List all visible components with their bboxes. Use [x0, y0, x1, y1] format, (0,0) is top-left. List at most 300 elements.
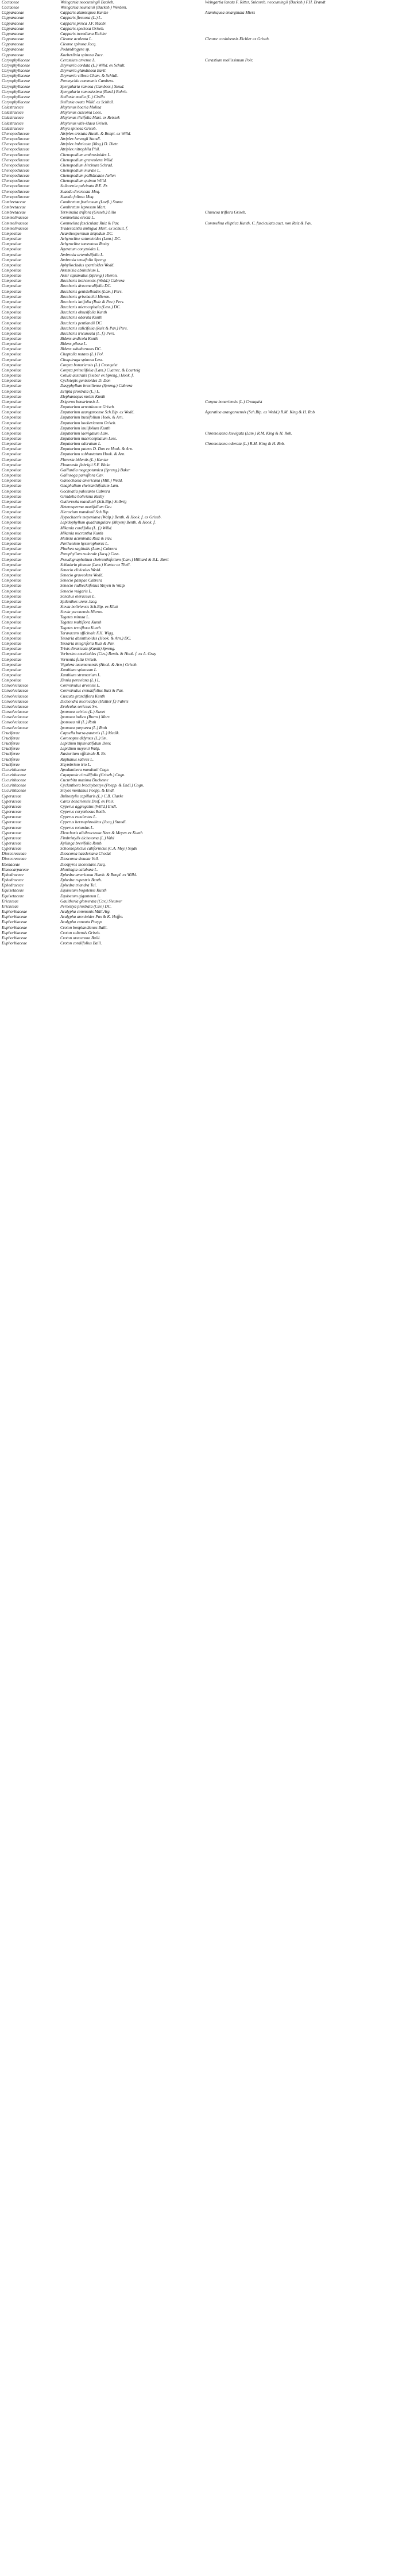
table-row	[0, 631, 414, 636]
synonym-cell	[203, 589, 414, 594]
table-row	[0, 909, 414, 915]
synonym-cell	[203, 778, 414, 783]
synonym-cell	[203, 73, 414, 79]
species-cell: Elephantopus mollis Kunth	[60, 394, 106, 399]
species-cell: Acalypha aronioides Pax & K. Hoffm.	[60, 915, 123, 920]
family-cell: Compositae	[2, 362, 22, 367]
family-cell: Cyperaceae	[2, 793, 22, 799]
table-row	[0, 610, 414, 615]
synonym-cell	[203, 694, 414, 699]
table-row	[0, 846, 414, 851]
synonym-cell	[203, 568, 414, 573]
synonym-cell	[203, 326, 414, 331]
family-cell: Ephedraceae	[2, 878, 24, 883]
family-cell: Compositae	[2, 257, 22, 262]
family-cell: Compositae	[2, 536, 22, 541]
family-cell: Compositae	[2, 499, 22, 504]
family-cell: Capparaceae	[2, 31, 24, 36]
species-cell: Maytenus boaria Molina	[60, 105, 102, 110]
synonym-cell	[203, 147, 414, 152]
table-row	[0, 557, 414, 563]
family-cell: Compositae	[2, 505, 22, 509]
synonym-cell	[203, 468, 414, 473]
family-cell: Compositae	[2, 620, 22, 625]
synonym-cell	[203, 752, 414, 757]
family-cell: Compositae	[2, 525, 22, 530]
table-row	[0, 541, 414, 547]
synonym-cell: Chromolaena laevigata (Lam.) R.M. King & H. Rob.	[205, 431, 292, 436]
family-cell: Compositae	[2, 289, 22, 294]
table-row	[0, 163, 414, 168]
species-cell: Eclipta prostrata (L.) L.	[60, 389, 100, 394]
synonym-cell	[203, 358, 414, 363]
family-cell: Euphorbiaceae	[2, 930, 27, 935]
species-cell: Croton bonplandianus Baill.	[60, 925, 108, 930]
synonym-cell	[203, 578, 414, 583]
table-row	[0, 563, 414, 568]
synonym-cell	[203, 657, 414, 663]
family-cell: Compositae	[2, 494, 22, 499]
table-row	[0, 215, 414, 220]
species-cell: Ageratum conyzoides L.	[60, 247, 100, 252]
synonym-cell	[203, 726, 414, 731]
table-row	[0, 473, 414, 478]
synonym-cell	[203, 200, 414, 205]
synonym-cell	[203, 5, 414, 10]
synonym-cell	[203, 510, 414, 515]
family-cell: Compositae	[2, 510, 22, 515]
synonym-cell	[203, 668, 414, 673]
table-row	[0, 836, 414, 841]
synonym-cell	[203, 173, 414, 179]
synonym-cell	[203, 683, 414, 688]
table-row	[0, 652, 414, 657]
table-row	[0, 0, 414, 5]
synonym-cell	[203, 804, 414, 809]
family-cell: Compositae	[2, 583, 22, 588]
species-cell: Tagetes minuta L.	[60, 615, 90, 620]
family-cell: Combretaceae	[2, 210, 26, 215]
synonym-cell	[203, 373, 414, 378]
species-cell: Cleome spinosa Jacq.	[60, 42, 96, 47]
table-row	[0, 384, 414, 389]
species-cell: Convolvulus crenatifolius Ruiz & Pav.	[60, 688, 123, 694]
family-cell: Ephedraceae	[2, 883, 24, 888]
species-cell: Lepidium bipinnatifidum Desv.	[60, 741, 111, 746]
family-cell: Euphorbiaceae	[2, 909, 27, 915]
species-cell: Xanthium strumarium L.	[60, 673, 101, 677]
synonym-cell	[203, 867, 414, 873]
synonym-cell	[203, 851, 414, 857]
table-row	[0, 405, 414, 410]
synonym-cell	[203, 857, 414, 862]
species-cell: Combretum fruticosum (Loefl.) Stuntz	[60, 199, 123, 204]
species-cell: Maytenus vitis-idaea Griseb.	[60, 121, 109, 126]
family-cell: Compositae	[2, 342, 22, 347]
family-cell: Celastraceae	[2, 105, 24, 110]
synonym-cell	[203, 315, 414, 320]
species-cell: Gochnatia palosanto Cabrera	[60, 489, 110, 494]
family-cell: Compositae	[2, 673, 22, 677]
species-cell: Chenopodium murale L.	[60, 168, 101, 173]
family-cell: Cucurbitaceae	[2, 767, 26, 772]
synonym-cell	[203, 226, 414, 231]
table-row	[0, 925, 414, 931]
synonym-cell	[203, 936, 414, 941]
family-cell: Compositae	[2, 557, 22, 562]
family-cell: Compositae	[2, 562, 22, 567]
species-cell: Eupatorium arnottianum Griseb.	[60, 405, 115, 410]
table-row	[0, 458, 414, 463]
species-cell: Chenopodium quinoa Willd.	[60, 179, 107, 184]
synonym-cell: Commelina elliptica Kunth, C. fasciculata auct. non Ruiz & Pav.	[205, 220, 312, 226]
synonym-cell	[203, 636, 414, 641]
table-row	[0, 851, 414, 857]
table-row	[0, 421, 414, 426]
species-cell: Baccharis microcephala (Less.) DC.	[60, 305, 121, 310]
table-row	[0, 284, 414, 289]
family-cell: Chenopodiaceae	[2, 179, 30, 184]
family-cell: Cyperaceae	[2, 841, 22, 846]
synonym-cell	[203, 90, 414, 95]
family-cell: Cucurbitaceae	[2, 783, 26, 788]
synonym-cell	[203, 836, 414, 841]
table-row	[0, 331, 414, 336]
table-row	[0, 815, 414, 820]
species-cell: Atriplex cristata Humb. & Bonpl. ex Willd.	[60, 131, 131, 136]
family-cell: Capparaceae	[2, 10, 24, 16]
table-row	[0, 315, 414, 320]
species-cell: Evolvulus sericeus Sw.	[60, 704, 98, 709]
family-cell: Cucurbitaceae	[2, 772, 26, 777]
synonym-cell	[203, 253, 414, 258]
species-cell: Baccharis grisebachii Hieron.	[60, 294, 110, 299]
family-cell: Cactaceae	[2, 5, 20, 10]
species-cell: Bidens andicola Kunth	[60, 336, 98, 341]
table-row	[0, 699, 414, 704]
family-cell: Compositae	[2, 588, 22, 594]
table-row	[0, 121, 414, 126]
species-cell: Cyperus hermaphroditus (Jacq.) Standl.	[60, 820, 127, 825]
species-cell: Tessaria integrifolia Ruiz & Pav.	[60, 641, 115, 646]
species-cell: Ephedra triandra Tul.	[60, 883, 97, 888]
family-cell: Compositae	[2, 320, 22, 326]
family-cell: Compositae	[2, 636, 22, 641]
synonym-cell	[203, 63, 414, 68]
synonym-cell	[203, 231, 414, 237]
table-row	[0, 168, 414, 173]
species-cell: Combretum leprosum Mart.	[60, 205, 106, 210]
family-cell: Compositae	[2, 615, 22, 620]
table-row	[0, 615, 414, 620]
species-cell: Cayaponia citrullifolia (Griseb.) Cogn.	[60, 772, 126, 777]
species-cell: Ipomoea indica (Burm.) Merr.	[60, 715, 110, 720]
species-cell: Aster squamatus (Spreng.) Hieron.	[60, 273, 118, 278]
table-row	[0, 415, 414, 420]
synonym-cell	[203, 883, 414, 888]
species-cell: Eupatorium azangaroense Sch.Bip. ex Wedd.	[60, 410, 135, 415]
synonym-cell	[203, 237, 414, 242]
table-row	[0, 757, 414, 762]
family-cell: Caryophyllaceae	[2, 73, 30, 79]
species-cell: Salicornia pulvinata R.E. Fr.	[60, 184, 109, 189]
table-row	[0, 483, 414, 489]
synonym-cell	[203, 179, 414, 184]
synonym-cell	[203, 368, 414, 373]
species-cell: Capparis prisca J.F. Macbr.	[60, 21, 107, 26]
table-row	[0, 431, 414, 436]
family-cell: Cyperaceae	[2, 830, 22, 835]
synonym-cell	[203, 720, 414, 725]
synonym-cell	[203, 153, 414, 158]
table-row	[0, 105, 414, 110]
table-row	[0, 883, 414, 888]
table-row	[0, 110, 414, 115]
table-row	[0, 768, 414, 773]
family-cell: Capparaceae	[2, 26, 24, 31]
family-cell: Cyperaceae	[2, 825, 22, 830]
synonym-cell	[203, 904, 414, 909]
species-cell: Capparis speciosa Griseb.	[60, 26, 105, 31]
table-row	[0, 389, 414, 394]
family-cell: Capparaceae	[2, 52, 24, 57]
table-row	[0, 568, 414, 573]
table-row	[0, 16, 414, 21]
table-row	[0, 358, 414, 363]
synonym-cell	[203, 783, 414, 788]
table-row	[0, 605, 414, 610]
family-cell: Compositae	[2, 678, 22, 683]
species-cell: Tradescantia ambigua Mart. ex Schult. f.	[60, 226, 128, 231]
family-cell: Convolvulaceae	[2, 710, 29, 715]
table-row	[0, 73, 414, 79]
family-cell: Cyperaceae	[2, 820, 22, 825]
synonym-cell	[203, 557, 414, 563]
synonym-cell	[203, 42, 414, 47]
family-cell: Compositae	[2, 662, 22, 667]
table-row	[0, 231, 414, 237]
table-row	[0, 547, 414, 552]
species-cell: Flaveria bidentis (L.) Kuntze	[60, 457, 109, 462]
species-cell: Podandrogyne sp.	[60, 47, 91, 52]
species-cell: Eupatorium buniifolium Hook. & Arn.	[60, 415, 124, 420]
synonym-cell	[203, 321, 414, 326]
species-cell: Artemisia absinthium L.	[60, 268, 100, 273]
family-cell: Compositae	[2, 299, 22, 304]
synonym-cell	[203, 284, 414, 289]
table-row	[0, 153, 414, 158]
species-cell: Ephedra americana Humb. & Bonpl. ex Willd.	[60, 872, 137, 877]
species-cell: Gaultheria glomerata (Cav.) Sleumer	[60, 898, 122, 904]
family-cell: Euphorbiaceae	[2, 920, 27, 925]
table-row	[0, 179, 414, 184]
table-row	[0, 583, 414, 588]
synonym-cell	[203, 878, 414, 883]
table-row	[0, 520, 414, 525]
species-cell: Aphyllocladus spartioides Wedd.	[60, 262, 115, 268]
family-cell: Compositae	[2, 410, 22, 415]
family-cell: Compositae	[2, 652, 22, 657]
species-cell: Croton urucurana Baill.	[60, 935, 100, 940]
species-cell: Dichondra microcalyx (Hallier f.) Fabris	[60, 699, 129, 704]
synonym-cell	[203, 820, 414, 825]
synonym-cell	[203, 941, 414, 946]
family-cell: Compositae	[2, 667, 22, 672]
table-row	[0, 37, 414, 42]
table-row	[0, 762, 414, 768]
family-cell: Compositae	[2, 357, 22, 362]
synonym-cell	[203, 846, 414, 851]
table-row	[0, 678, 414, 683]
species-cell: Paronychia communis Cambess.	[60, 79, 114, 84]
species-cell: Sonchus oleraceus L.	[60, 594, 96, 599]
synonym-cell: Cerastium mollissimum Poir.	[205, 57, 253, 63]
table-row	[0, 715, 414, 720]
family-cell: Chenopodiaceae	[2, 194, 30, 199]
synonym-cell	[203, 184, 414, 189]
species-cell: Parthenium hysterophorus L.	[60, 541, 109, 547]
table-row	[0, 710, 414, 715]
table-row	[0, 21, 414, 26]
species-cell: Baccharis pentlandii DC.	[60, 320, 103, 326]
species-cell: Lepidium meyenii Walp.	[60, 746, 100, 752]
species-cell: Cyperus aggregatus (Willd.) Endl.	[60, 804, 117, 809]
species-table-body	[0, 0, 414, 946]
species-cell: Cyclanthera brachybotrys (Poepp. & Endl.) Cogn.	[60, 783, 144, 788]
species-cell: Atriplex imbricata (Moq.) D. Dietr.	[60, 142, 119, 147]
species-cell: Chenopodium ambrosioides L.	[60, 152, 111, 157]
table-row	[0, 599, 414, 605]
table-row	[0, 126, 414, 131]
family-cell: Compositae	[2, 478, 22, 483]
species-cell: Bidens subalternans DC.	[60, 347, 102, 352]
synonym-cell	[203, 215, 414, 220]
table-row	[0, 499, 414, 505]
table-row	[0, 253, 414, 258]
table-row	[0, 84, 414, 90]
table-row	[0, 441, 414, 447]
species-cell: Achyrocline satureioides (Lam.) DC.	[60, 237, 121, 242]
table-row	[0, 47, 414, 52]
synonym-cell	[203, 762, 414, 768]
synonym-cell	[203, 631, 414, 636]
table-row	[0, 878, 414, 883]
table-row	[0, 794, 414, 799]
table-row	[0, 526, 414, 531]
species-cell: Gnaphalium cheiranthifolium Lam.	[60, 483, 119, 489]
synonym-cell	[203, 515, 414, 520]
table-row	[0, 820, 414, 825]
species-cell: Tessaria absinthioides (Hook. & Arn.) DC.	[60, 636, 131, 641]
synonym-cell	[203, 436, 414, 441]
synonym-cell	[203, 105, 414, 110]
table-row	[0, 536, 414, 541]
table-row	[0, 400, 414, 405]
table-row	[0, 100, 414, 105]
species-cell: Koeberlinia spinosa Zucc.	[60, 52, 104, 57]
table-row	[0, 115, 414, 121]
family-cell: Caryophyllaceae	[2, 68, 30, 73]
family-cell: Compositae	[2, 273, 22, 278]
family-cell: Cucurbitaceae	[2, 778, 26, 783]
species-cell: Terminalia triflora (Griseb.) Lillo	[60, 210, 117, 215]
family-cell: Dioscoreaceae	[2, 857, 26, 862]
table-row	[0, 158, 414, 163]
synonym-cell	[203, 931, 414, 936]
family-cell: Caryophyllaceae	[2, 94, 30, 99]
species-cell: Xanthium spinosum L.	[60, 667, 98, 672]
table-row	[0, 426, 414, 431]
species-cell: Eleocharis albibracteata Nees & Meyen ex Kunth	[60, 830, 143, 835]
synonym-cell	[203, 458, 414, 463]
synonym-cell	[203, 352, 414, 357]
synonym-cell	[203, 688, 414, 694]
synonym-cell	[203, 163, 414, 168]
family-cell: Ericaceae	[2, 904, 19, 909]
family-cell: Compositae	[2, 347, 22, 352]
family-cell: Compositae	[2, 646, 22, 652]
table-row	[0, 783, 414, 788]
species-cell: Ipomoea purpurea (L.) Roth	[60, 725, 107, 730]
family-cell: Celastraceae	[2, 126, 24, 131]
family-cell: Equisetaceae	[2, 888, 24, 893]
synonym-cell	[203, 594, 414, 599]
species-cell: Cleome aculeata L.	[60, 37, 93, 42]
species-cell: Weingartia neumanii (Backeb.) Werdem.	[60, 5, 127, 10]
table-row	[0, 552, 414, 557]
table-row	[0, 873, 414, 878]
family-cell: Compositae	[2, 515, 22, 520]
family-cell: Ebenaceae	[2, 862, 20, 867]
synonym-cell	[203, 26, 414, 32]
synonym-cell	[203, 583, 414, 588]
species-cell: Eupatorium laevigatum Lam.	[60, 431, 109, 436]
synonym-cell	[203, 394, 414, 400]
synonym-cell	[203, 909, 414, 915]
table-row	[0, 263, 414, 268]
synonym-cell	[203, 920, 414, 925]
family-cell: Celastraceae	[2, 121, 24, 126]
species-cell: Bidens pilosa L.	[60, 342, 87, 347]
species-cell: Pluchea sagittalis (Lam.) Cabrera	[60, 547, 117, 552]
table-row	[0, 5, 414, 10]
table-row	[0, 646, 414, 652]
species-cell: Baccharis boliviensis (Wedd.) Cabrera	[60, 278, 125, 284]
table-row	[0, 510, 414, 515]
synonym-cell	[203, 888, 414, 893]
family-cell: Chenopodiaceae	[2, 162, 30, 168]
table-row	[0, 683, 414, 688]
species-cell: Convolvulus arvensis L.	[60, 683, 100, 688]
synonym-cell	[203, 16, 414, 21]
species-cell: Mikania micrantha Kunth	[60, 530, 103, 536]
table-row	[0, 741, 414, 746]
species-cell: Cyperus corymbosus Rottb.	[60, 809, 106, 815]
species-cell: Chaptalia nutans (L.) Pol.	[60, 352, 104, 357]
table-row	[0, 573, 414, 578]
table-row	[0, 841, 414, 846]
synonym-cell	[203, 95, 414, 100]
species-cell: Senecio vulgaris L.	[60, 588, 92, 594]
family-cell: Equisetaceae	[2, 893, 24, 898]
family-cell: Euphorbiaceae	[2, 915, 27, 920]
table-row	[0, 636, 414, 641]
species-cell: Pernettya prostrata (Cav.) DC.	[60, 904, 112, 909]
family-cell: Compositae	[2, 262, 22, 268]
species-cell: Eupatorium odoratum L.	[60, 441, 102, 447]
table-row	[0, 694, 414, 699]
synonym-cell	[203, 100, 414, 105]
